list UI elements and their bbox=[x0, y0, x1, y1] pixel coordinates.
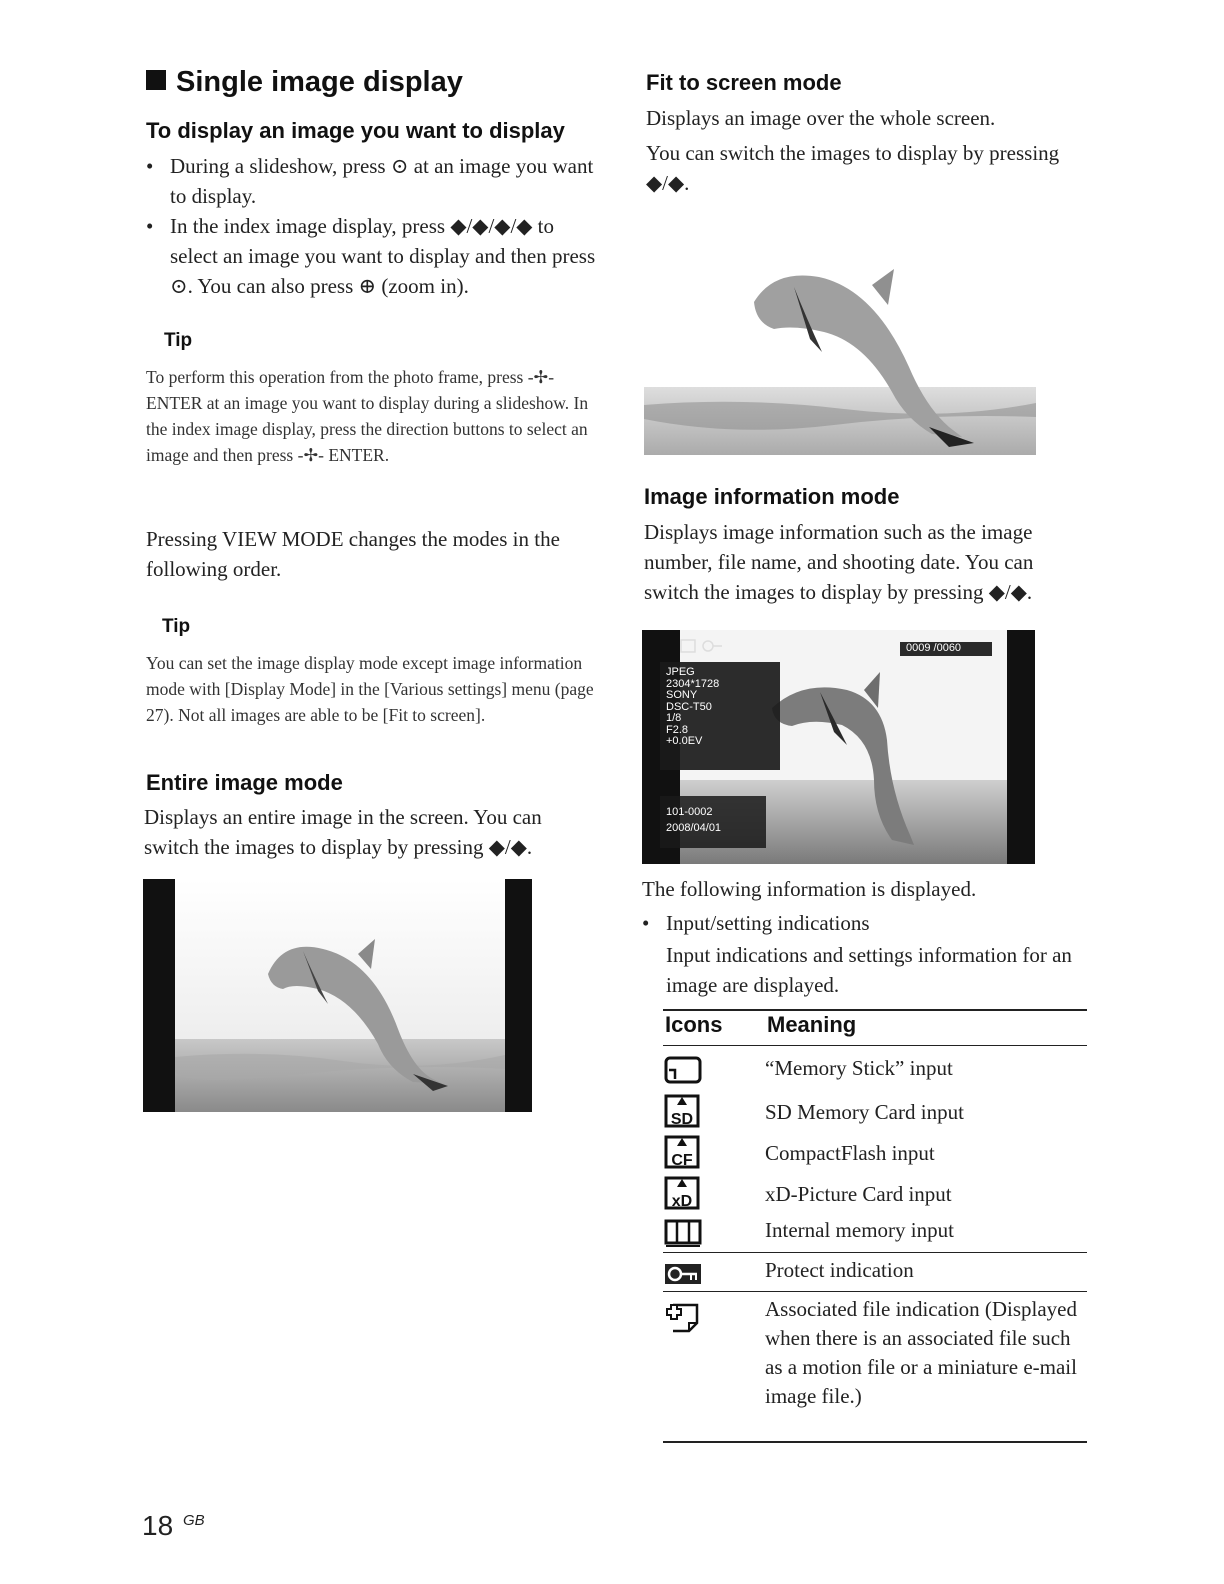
row-divider bbox=[663, 1291, 1087, 1292]
table-bottom-rule bbox=[663, 1441, 1087, 1443]
exif-line: +0.0EV bbox=[666, 735, 703, 747]
sd-card-icon bbox=[663, 1094, 703, 1128]
column-header-meaning: Meaning bbox=[767, 1012, 857, 1037]
following-info-text: The following information is displayed. bbox=[642, 877, 977, 901]
meaning-text: CompactFlash input bbox=[765, 1141, 935, 1165]
exif-line: SONY bbox=[666, 689, 698, 701]
image-information-text: Displays image information such as the image number, file name, and shooting date. You can switch the images to display by pressing ◆/◆. bbox=[644, 520, 1034, 604]
entire-mode-image bbox=[143, 879, 532, 1112]
file-info bbox=[666, 804, 721, 836]
fit-to-screen-text: You can switch the images to display by pressing ◆/◆. bbox=[646, 141, 1060, 195]
exif-line: DSC-T50 bbox=[666, 700, 712, 713]
tip-text: To perform this operation from the photo frame, press -✢- ENTER at an image you want to display during a slideshow. In the index image display, press the direction buttons to select an image and then press -✢- ENTER. bbox=[146, 367, 589, 465]
fit-to-screen-text: Displays an image over the whole screen. bbox=[646, 106, 996, 130]
svg-text:xD: xD bbox=[671, 1193, 693, 1210]
meaning-text: Internal memory input bbox=[765, 1218, 954, 1242]
file-number: 101-0002 bbox=[666, 806, 713, 818]
protect-key-icon bbox=[663, 1260, 703, 1290]
table-top-rule bbox=[663, 1009, 1087, 1011]
meaning-text: Associated file indication (Displayed when there is an associated file such as a motion file or a miniature e-mail image file.) bbox=[765, 1297, 1077, 1408]
meaning-text: Protect indication bbox=[765, 1258, 914, 1282]
input-indications-list bbox=[642, 908, 1082, 938]
page-suffix: GB bbox=[182, 1512, 205, 1529]
exif-line: 1/8 bbox=[666, 712, 682, 724]
list-item: • Input/setting indications bbox=[642, 908, 1082, 938]
internal-memory-icon bbox=[663, 1217, 703, 1247]
input-indications-text: Input indications and settings information for an image are displayed. bbox=[666, 943, 1072, 997]
meaning-text: xD-Picture Card input bbox=[765, 1182, 952, 1206]
associated-file-icon bbox=[663, 1299, 703, 1333]
svg-text:CF: CF bbox=[671, 1152, 693, 1169]
image-information-title: Image information mode bbox=[644, 484, 900, 509]
square-bullet-icon bbox=[146, 70, 166, 90]
display-steps-list bbox=[146, 151, 598, 301]
list-item: • In the index image display, press ◆/◆/◆/◆ to select an image you want to display and then press ⊙. You can also press ⊕ (zoom in). bbox=[146, 211, 598, 301]
exif-line: JPEG bbox=[666, 666, 695, 678]
fit-mode-image bbox=[644, 247, 1036, 455]
page-number-value: 18 bbox=[142, 1510, 174, 1541]
fit-to-screen-title: Fit to screen mode bbox=[646, 70, 842, 95]
memory-stick-icon bbox=[663, 1055, 703, 1085]
icons-table bbox=[663, 1050, 1087, 1450]
meaning-text: SD Memory Card input bbox=[765, 1100, 964, 1124]
entire-image-text: Displays an entire image in the screen. You can switch the images to display by pressing ◆/◆. bbox=[144, 805, 542, 859]
tip-text: You can set the image display mode except image information mode with [Display Mode] in the [Various settings] menu (page 27). Not all images are able to be [Fit to screen]. bbox=[146, 653, 594, 725]
exif-line: F2.8 bbox=[666, 723, 689, 736]
dolphin-image bbox=[143, 879, 532, 1112]
page-number bbox=[142, 1510, 205, 1542]
entire-image-title: Entire image mode bbox=[146, 770, 343, 795]
tip-heading: Tip bbox=[164, 330, 193, 351]
section-title: Single image display bbox=[146, 66, 463, 99]
exif-line: 2304*1728 bbox=[666, 677, 720, 690]
image-counter: 0009 /0060 bbox=[906, 642, 962, 654]
column-header-icons: Icons bbox=[665, 1012, 723, 1037]
information-mode-image bbox=[642, 630, 1035, 864]
tip-heading: Tip bbox=[162, 616, 191, 637]
xd-card-icon bbox=[663, 1176, 703, 1210]
compactflash-icon bbox=[663, 1135, 703, 1169]
table-header-rule bbox=[663, 1045, 1087, 1046]
row-divider bbox=[663, 1252, 1087, 1253]
view-mode-paragraph: Pressing VIEW MODE changes the modes in the following order. bbox=[146, 527, 560, 581]
meaning-text: “Memory Stick” input bbox=[765, 1056, 953, 1080]
exif-info bbox=[666, 667, 719, 748]
shooting-date: 2008/04/01 bbox=[666, 822, 722, 834]
svg-text:SD: SD bbox=[670, 1111, 694, 1128]
subsection-title: To display an image you want to display bbox=[146, 118, 565, 143]
list-item: • During a slideshow, press ⊙ at an image you want to display. bbox=[146, 151, 598, 211]
dolphin-image bbox=[644, 247, 1036, 455]
